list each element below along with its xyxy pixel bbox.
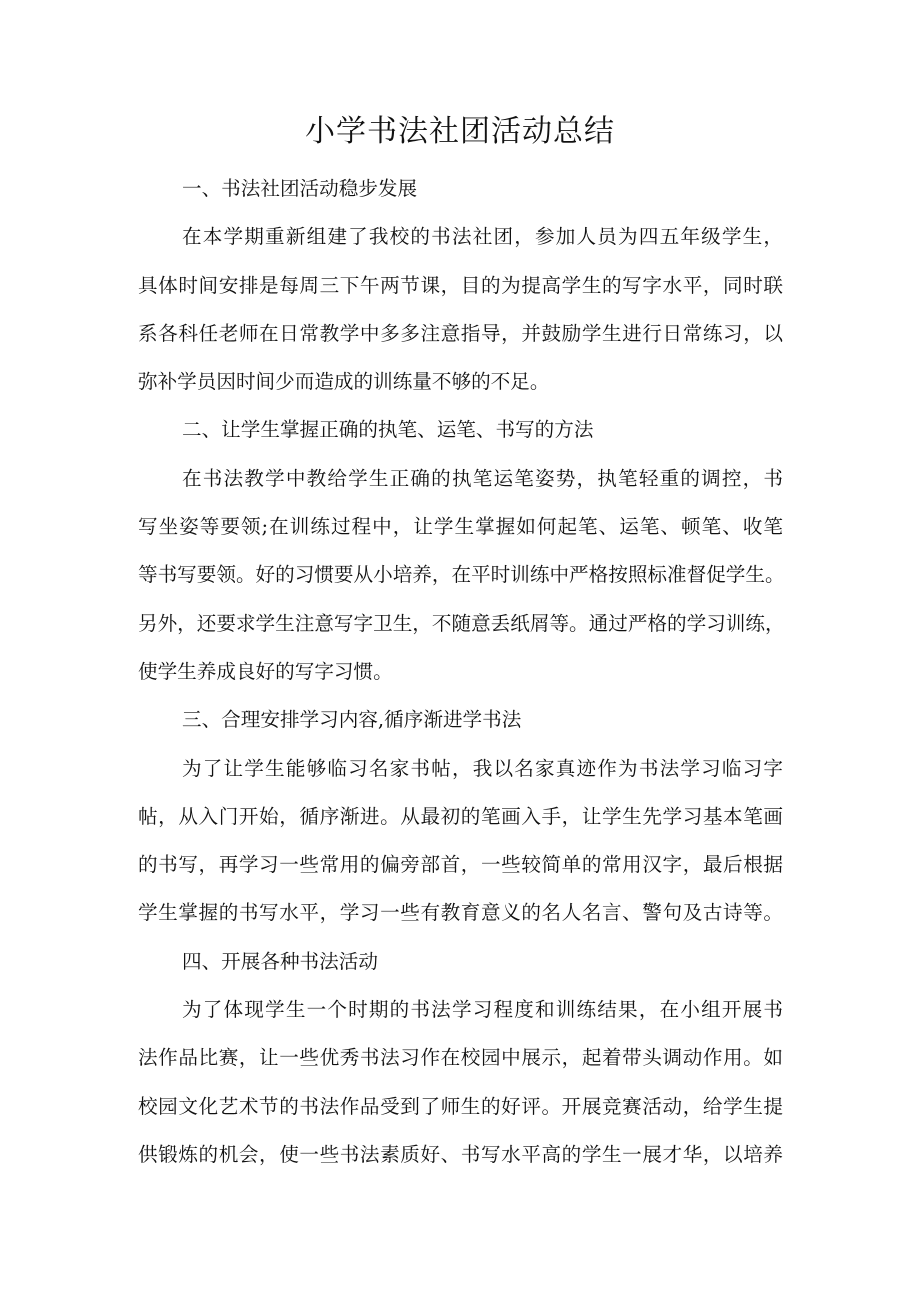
paragraph-line: 帖，从入门开始，循序渐进。从最初的笔画入手，让学生先学习基本笔画 xyxy=(138,804,783,828)
paragraph-line: 为了让学生能够临习名家书帖，我以名家真迹作为书法学习临习字 xyxy=(182,756,783,780)
paragraph-line: 使学生养成良好的写字习惯。 xyxy=(138,659,393,683)
document-title: 小学书法社团活动总结 xyxy=(305,114,615,149)
section-3 xyxy=(138,696,783,937)
paragraph-line: 系各科任老师在日常教学中多多注意指导，并鼓励学生进行日常练习，以 xyxy=(138,321,783,345)
section-heading: 三、合理安排学习内容,循序渐进学书法 xyxy=(182,708,522,732)
section-1 xyxy=(138,165,783,406)
section-4 xyxy=(138,938,783,1179)
section-heading: 一、书法社团活动稳步发展 xyxy=(182,177,418,200)
paragraph-line: 为了体现学生一个时期的书法学习程度和训练结果，在小组开展书 xyxy=(182,998,783,1022)
section-2 xyxy=(138,406,783,696)
paragraph-line: 弥补学员因时间少而造成的训练量不够的不足。 xyxy=(138,370,550,394)
paragraph-line: 另外，还要求学生注意写字卫生，不随意丢纸屑等。通过严格的学习训练， xyxy=(138,611,785,635)
paragraph-line: 在书法教学中教给学生正确的执笔运笔姿势，执笔轻重的调控，书 xyxy=(182,466,783,490)
paragraph-line: 学生掌握的书写水平，学习一些有教育意义的名人名言、警句及古诗等。 xyxy=(138,901,783,925)
paragraph-line: 在本学期重新组建了我校的书法社团，参加人员为四五年级学生， xyxy=(182,225,783,249)
paragraph-line: 供锻炼的机会，使一些书法素质好、书写水平高的学生一展才华，以培养 xyxy=(138,1142,783,1166)
paragraph-line: 法作品比赛，让一些优秀书法习作在校园中展示，起着带头调动作用。如 xyxy=(138,1046,783,1070)
section-heading: 二、让学生掌握正确的执笔、运笔、书写的方法 xyxy=(182,418,594,442)
paragraph-line: 校园文化艺术节的书法作品受到了师生的好评。开展竞赛活动，给学生提 xyxy=(138,1094,783,1118)
paragraph-line: 写坐姿等要领;在训练过程中，让学生掌握如何起笔、运笔、顿笔、收笔 xyxy=(138,515,783,539)
paragraph-line: 的书写，再学习一些常用的偏旁部首，一些较简单的常用汉字，最后根据 xyxy=(138,853,783,877)
section-heading: 四、开展各种书法活动 xyxy=(182,949,378,973)
document-body xyxy=(138,165,783,1179)
paragraph-line: 等书写要领。好的习惯要从小培养，在平时训练中严格按照标准督促学生。 xyxy=(138,563,785,587)
paragraph-line: 具体时间安排是每周三下午两节课，目的为提高学生的写字水平，同时联 xyxy=(138,273,783,297)
